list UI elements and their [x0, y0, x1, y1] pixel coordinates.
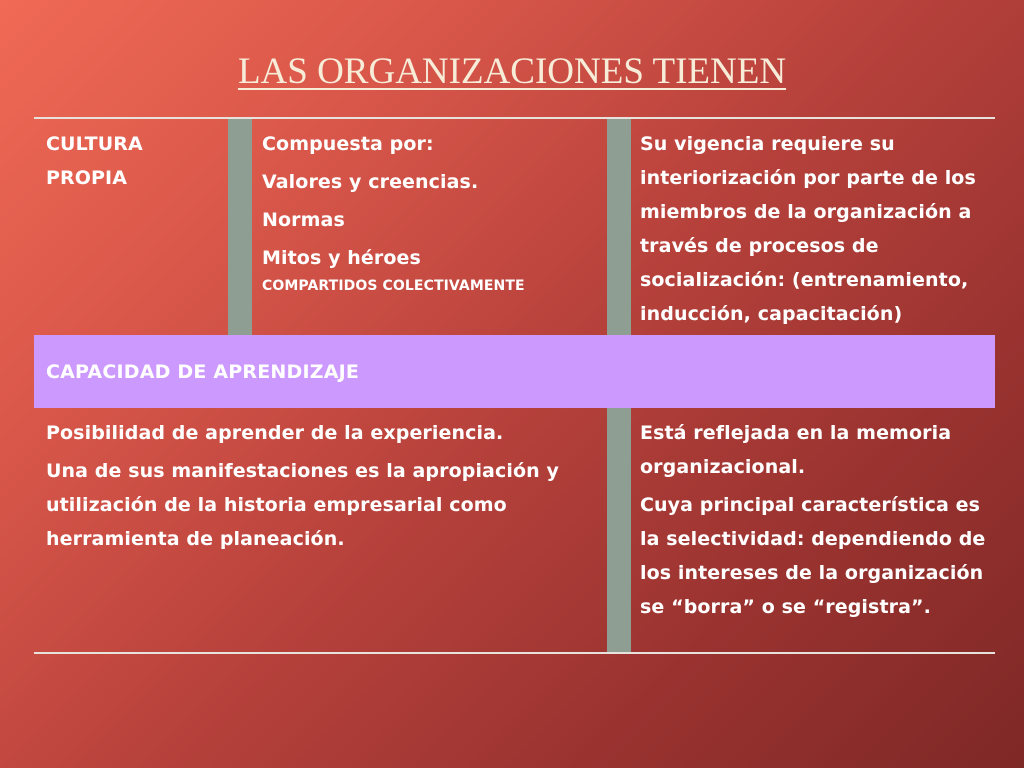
composition-item: Valores y creencias.	[262, 171, 479, 193]
column-separator-1	[228, 119, 252, 335]
validity-line: socialización: (entrenamiento,	[640, 269, 969, 291]
culture-label-line-2: PROPIA	[46, 167, 128, 189]
table-top-rule	[34, 117, 995, 119]
learning-right-line: Cuya principal característica es	[640, 494, 981, 516]
learning-right-line: se “borra” o se “registra”.	[640, 596, 931, 618]
validity-line: Su vigencia requiere su	[640, 133, 895, 155]
learning-right-line: Está reflejada en la memoria	[640, 422, 952, 444]
slide-title: LAS ORGANIZACIONES TIENEN	[237, 51, 787, 92]
learning-capacity-band	[34, 335, 995, 408]
composition-heading: Compuesta por:	[262, 133, 434, 155]
validity-cell	[640, 127, 995, 331]
validity-line: interiorización por parte de los	[640, 167, 976, 189]
column-separator-3	[607, 408, 631, 652]
column-separator-2	[607, 119, 631, 335]
learning-right-cell	[640, 416, 995, 624]
composition-item: Mitos y héroes	[262, 247, 421, 269]
learning-left-paragraph-1: Posibilidad de aprender de la experiencia.	[46, 422, 504, 444]
learning-left-line: Una de sus manifestaciones es la apropiación y	[46, 460, 559, 482]
composition-cell	[262, 127, 602, 297]
composition-item: Normas	[262, 209, 345, 231]
composition-note: COMPARTIDOS COLECTIVAMENTE	[262, 278, 525, 294]
learning-left-cell	[46, 416, 601, 556]
culture-label-cell	[46, 127, 221, 195]
culture-label-line-1: CULTURA	[46, 133, 143, 155]
learning-capacity-label: CAPACIDAD DE APRENDIZAJE	[46, 361, 360, 383]
learning-left-line: utilización de la historia empresarial como	[46, 494, 507, 516]
validity-line: través de procesos de	[640, 235, 879, 257]
learning-right-line: organizacional.	[640, 456, 806, 478]
learning-right-line: los intereses de la organización	[640, 562, 984, 584]
validity-line: inducción, capacitación)	[640, 303, 903, 325]
validity-line: miembros de la organización a	[640, 201, 972, 223]
learning-right-line: la selectividad: dependiendo de	[640, 528, 986, 550]
learning-left-line: herramienta de planeación.	[46, 528, 345, 550]
table-bottom-rule	[34, 652, 995, 654]
